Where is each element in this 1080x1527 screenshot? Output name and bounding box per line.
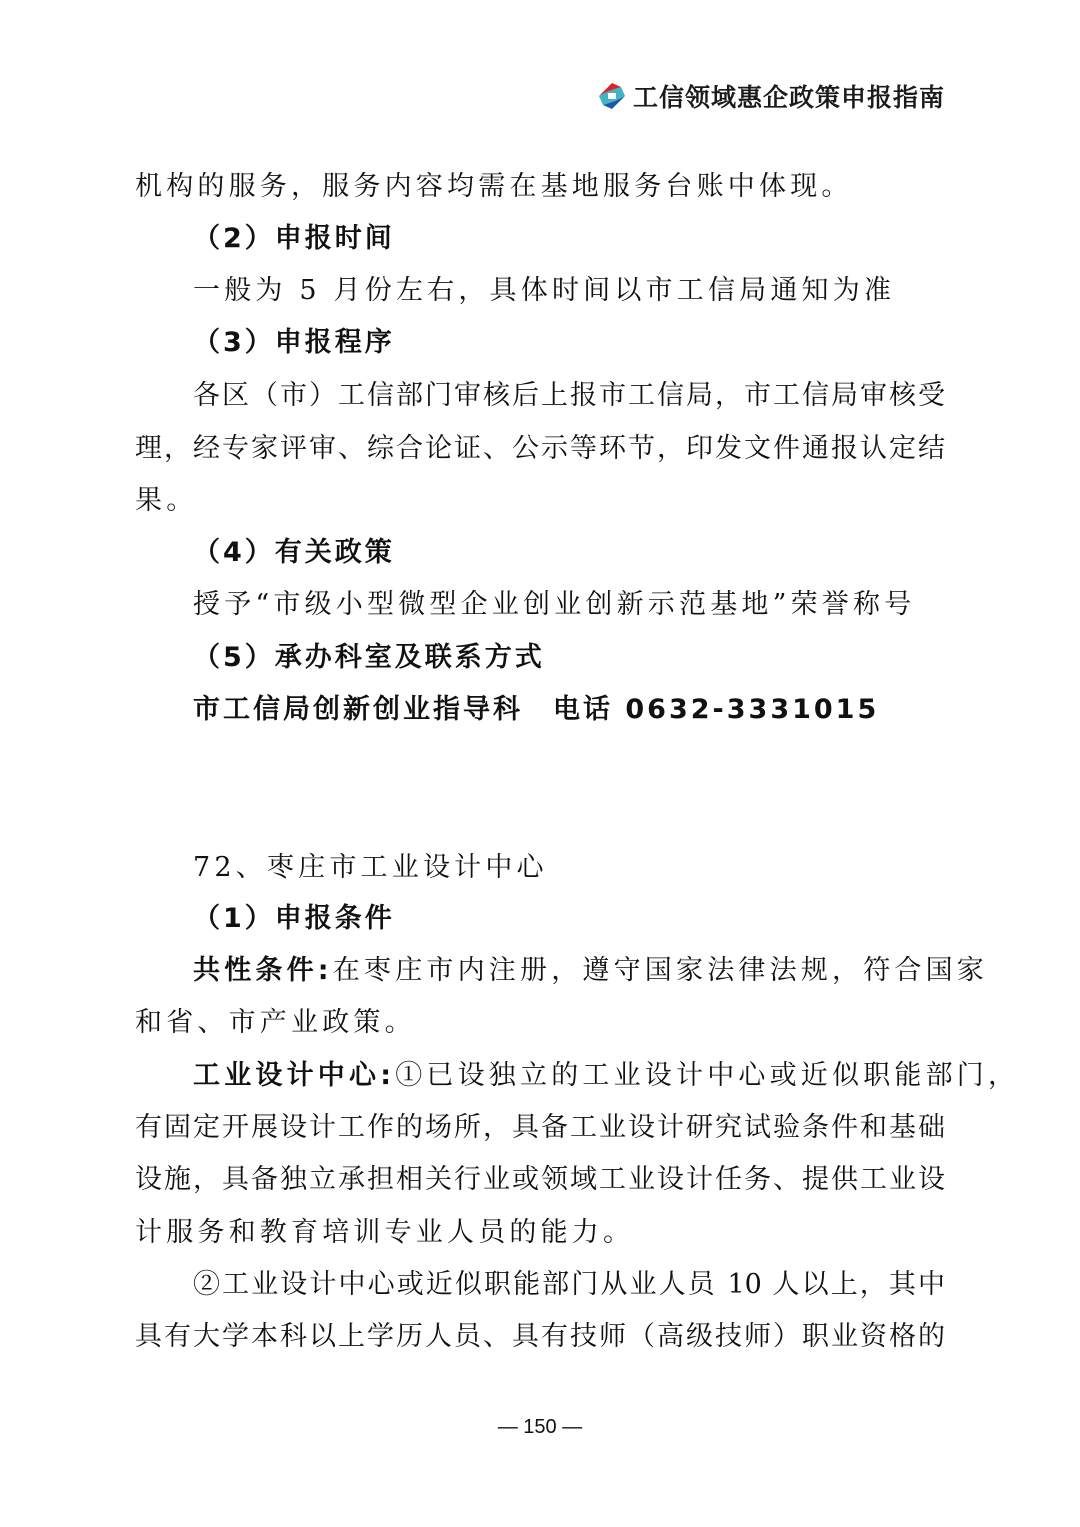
section-heading: （1）申报条件 <box>193 903 395 934</box>
paragraph-line: 计服务和教育培训专业人员的能力。 <box>135 1217 635 1248</box>
paragraph-line <box>193 951 988 991</box>
page-number: — 150 — <box>497 1416 583 1438</box>
section-heading: （5）承办科室及联系方式 <box>193 642 545 673</box>
header-title: 工信领域惠企政策申报指南 <box>632 83 945 112</box>
paragraph-line: 机构的服务，服务内容均需在基地服务台账中体现。 <box>135 171 853 202</box>
section-heading: （4）有关政策 <box>193 537 395 568</box>
swirl-logo-icon <box>595 79 629 113</box>
contact-line: 市工信局创新创业指导科 电话 0632-3331015 <box>193 694 880 725</box>
section-heading: （2）申报时间 <box>193 223 395 254</box>
page-header <box>595 76 945 116</box>
label-design-center: 工业设计中心: <box>193 1060 396 1091</box>
common-conditions-text: 在枣庄市内注册，遵守国家法律法规，符合国家 <box>332 955 989 986</box>
paragraph-line: 一般为 5 月份左右，具体时间以市工信局通知为准 <box>193 275 896 306</box>
paragraph-line: 设施，具备独立承担相关行业或领域工业设计任务、提供工业设 <box>135 1164 945 1195</box>
paragraph-line: 理，经专家评审、综合论证、公示等环节，印发文件通报认定结 <box>135 433 945 464</box>
label-common-conditions: 共性条件: <box>193 955 333 986</box>
paragraph-line: 果。 <box>135 485 198 516</box>
design-center-text: ①已设独立的工业设计中心或近似职能部门， <box>395 1060 1020 1091</box>
section-heading: （3）申报程序 <box>193 327 395 358</box>
item-title: 72、枣庄市工业设计中心 <box>193 852 548 883</box>
paragraph-line: ②工业设计中心或近似职能部门从业人员 10 人以上，其中 <box>193 1269 945 1300</box>
paragraph-line: 各区（市）工信部门审核后上报市工信局，市工信局审核受 <box>193 380 945 411</box>
paragraph-line: 和省、市产业政策。 <box>135 1007 416 1038</box>
paragraph-line <box>193 1056 1019 1096</box>
paragraph-line: 有固定开展设计工作的场所，具备工业设计研究试验条件和基础 <box>135 1112 945 1143</box>
paragraph-line: 授予“市级小型微型企业创业创新示范基地”荣誉称号 <box>193 589 916 620</box>
header-rule <box>135 122 945 123</box>
paragraph-line: 具有大学本科以上学历人员、具有技师（高级技师）职业资格的 <box>135 1321 945 1352</box>
